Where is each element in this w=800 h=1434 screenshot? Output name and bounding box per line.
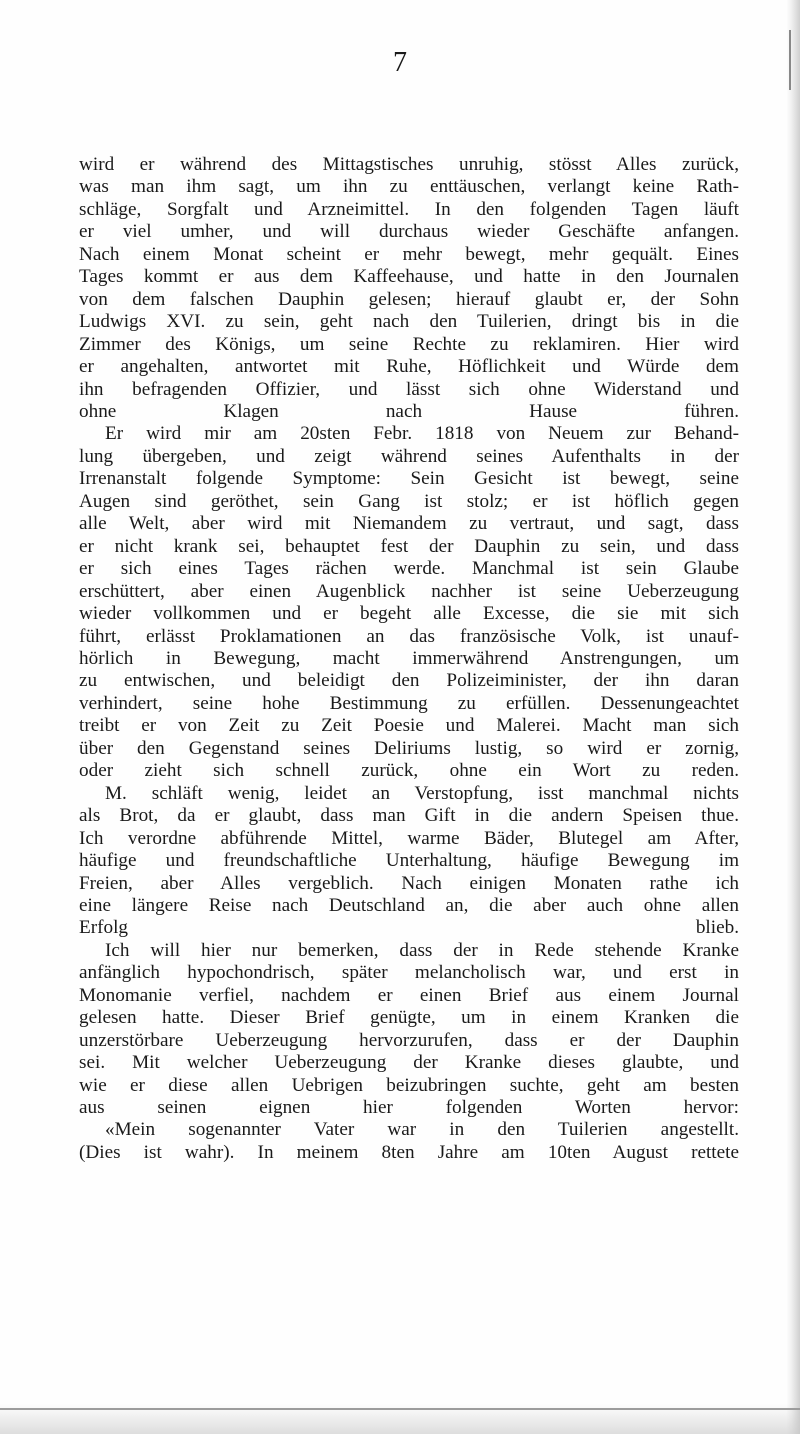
text-line: häufige und freundschaftliche Unterhaltung, häufige Bewegung im xyxy=(79,850,739,872)
text-line: über den Gegenstand seines Deliriums lustig, so wird er zornig, xyxy=(79,737,739,759)
text-line: Tages kommt er aus dem Kaffeehause, und hatte in den Journalen xyxy=(79,266,739,288)
text-line: Irrenanstalt folgende Symptome: Sein Gesicht ist bewegt, seine xyxy=(79,468,739,490)
text-line: Augen sind geröthet, sein Gang ist stolz; er ist höflich gegen xyxy=(79,490,739,512)
text-line: lung übergeben, und zeigt während seines Aufenthalts in der xyxy=(79,445,739,467)
text-line: Ich will hier nur bemerken, dass der in Rede stehende Kranke xyxy=(105,939,739,961)
body-text xyxy=(79,154,739,1164)
text-line: was man ihm sagt, um ihn zu enttäuschen, verlangt keine Rath- xyxy=(79,176,739,198)
text-line: Freien, aber Alles vergeblich. Nach einigen Monaten rathe ich xyxy=(79,872,739,894)
text-line: oder zieht sich schnell zurück, ohne ein Wort zu reden. xyxy=(79,760,739,782)
text-line: ohne Klagen nach Hause führen. xyxy=(79,400,739,422)
text-line: «Mein sogenannter Vater war in den Tuilerien angestellt. xyxy=(105,1119,739,1141)
text-line: zu entwischen, und beleidigt den Polizeiminister, der ihn daran xyxy=(79,670,739,692)
text-line: Zimmer des Königs, um seine Rechte zu reklamiren. Hier wird xyxy=(79,333,739,355)
text-line: wie er diese allen Uebrigen beizubringen suchte, geht am besten xyxy=(79,1074,739,1096)
text-line: verhindert, seine hohe Bestimmung zu erfüllen. Dessenungeachtet xyxy=(79,692,739,714)
text-line: führt, erlässt Proklamationen an das französische Volk, ist unauf- xyxy=(79,625,739,647)
page-bottom-rule xyxy=(0,1408,800,1410)
text-line: alle Welt, aber wird mit Niemandem zu vertraut, und sagt, dass xyxy=(79,513,739,535)
text-line: von dem falschen Dauphin gelesen; hierauf glaubt er, der Sohn xyxy=(79,288,739,310)
text-line: schläge, Sorgfalt und Arzneimittel. In den folgenden Tagen läuft xyxy=(79,198,739,220)
text-line: treibt er von Zeit zu Zeit Poesie und Malerei. Macht man sich xyxy=(79,715,739,737)
page-number: 7 xyxy=(393,47,407,78)
paragraph-3 xyxy=(79,783,739,940)
text-line: Er wird mir am 20sten Febr. 1818 von Neuem zur Behand- xyxy=(105,423,739,445)
text-line: Monomanie verfiel, nachdem er einen Brief aus einem Journal xyxy=(79,984,739,1006)
text-line: hörlich in Bewegung, macht immerwährend Anstrengungen, um xyxy=(79,647,739,669)
text-line: wieder vollkommen und er begeht alle Excesse, die sie mit sich xyxy=(79,603,739,625)
text-line: unzerstörbare Ueberzeugung hervorzurufen, dass er der Dauphin xyxy=(79,1029,739,1051)
text-line: er sich eines Tages rächen werde. Manchmal ist sein Glaube xyxy=(79,558,739,580)
text-line: Ich verordne abführende Mittel, warme Bäder, Blutegel am After, xyxy=(79,827,739,849)
text-line: er viel umher, und will durchaus wieder Geschäfte anfangen. xyxy=(79,221,739,243)
text-line: er angehalten, antwortet mit Ruhe, Höflichkeit und Würde dem xyxy=(79,356,739,378)
text-line: Ludwigs XVI. zu sein, geht nach den Tuilerien, dringt bis in die xyxy=(79,311,739,333)
paragraph-1 xyxy=(79,154,739,423)
paragraph-4 xyxy=(79,940,739,1120)
text-line: er nicht krank sei, behauptet fest der Dauphin zu sein, und dass xyxy=(79,535,739,557)
text-line: gelesen hatte. Dieser Brief genügte, um in einem Kranken die xyxy=(79,1007,739,1029)
text-line: (Dies ist wahr). In meinem 8ten Jahre am 10ten August rettete xyxy=(79,1141,739,1163)
text-line: eine längere Reise nach Deutschland an, die aber auch ohne allen xyxy=(79,894,739,916)
text-line: erschüttert, aber einen Augenblick nachher ist seine Ueberzeugung xyxy=(79,580,739,602)
text-line: Nach einem Monat scheint er mehr bewegt, mehr gequält. Eines xyxy=(79,243,739,265)
page-right-edge xyxy=(786,0,800,1434)
text-line: als Brot, da er glaubt, dass man Gift in die andern Speisen thue. xyxy=(79,805,739,827)
text-line: anfänglich hypochondrisch, später melancholisch war, und erst in xyxy=(79,962,739,984)
text-line: Erfolg blieb. xyxy=(79,917,739,939)
paragraph-5 xyxy=(79,1119,739,1164)
text-line: M. schläft wenig, leidet an Verstopfung, isst manchmal nichts xyxy=(105,782,739,804)
text-line: sei. Mit welcher Ueberzeugung der Kranke dieses glaubte, und xyxy=(79,1052,739,1074)
text-line: aus seinen eignen hier folgenden Worten hervor: xyxy=(79,1097,739,1119)
text-line: ihn befragenden Offizier, und lässt sich ohne Widerstand und xyxy=(79,378,739,400)
text-line: wird er während des Mittagstisches unruhig, stösst Alles zurück, xyxy=(79,154,739,175)
paragraph-2 xyxy=(79,423,739,782)
